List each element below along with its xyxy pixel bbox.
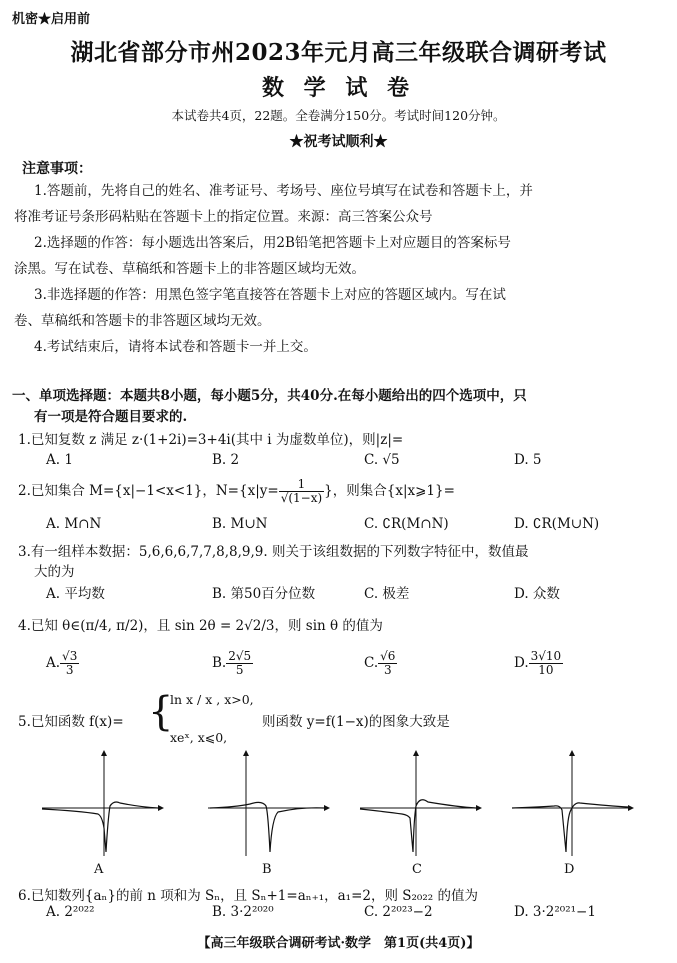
q3-option-c: C. 极差 [364,586,410,602]
graph-b [206,748,331,858]
graph-c-label: C [412,862,422,877]
q2-frac-num: 1 [279,478,324,492]
question-5-stem-b: 则函数 y=f(1−x)的图象大致是 [262,714,450,730]
q4-c-fraction [378,650,397,677]
graph-d-label: D [564,862,575,877]
q4-d-num: 3√10 [530,649,562,663]
q4-b-fraction [226,650,253,677]
q2-stem-a: 2.已知集合 M={x|−1<x<1}，N={x|y= [18,483,279,499]
q2-frac-den: √(1−x) [280,491,323,505]
question-3-stem: 3.有一组样本数据：5,6,6,6,7,7,8,8,9,9. 则关于该组数据的下列数字特征中，数值最 [18,544,529,560]
notice-line: 1.答题前，先将自己的姓名、准考证号、考场号、座位号填写在试卷和答题卡上，并 [34,183,533,199]
q3-option-d: D. 众数 [514,586,560,602]
question-6-stem: 6.已知数列{aₙ}的前 n 项和为 Sₙ，且 Sₙ+1=aₙ₊₁，a₁=2，则 S₂₀₂₂ 的值为 [18,888,478,904]
q4-option-a [46,650,79,677]
q4-d-den: 10 [538,663,554,677]
q5-case-2: xeˣ, x⩽0, [170,730,228,745]
q1-option-c: C. √5 [364,452,400,468]
notice-line: 将准考证号条形码粘贴在答题卡上的指定位置。来源：高三答案公众号 [14,209,433,225]
graph-c [358,748,483,858]
q4-option-d-letter: D. [514,655,529,671]
graph-b-label: B [262,862,272,877]
good-luck-line: ★祝考试顺利★ [289,134,388,150]
notice-line: 3.非选择题的作答：用黑色签字笔直接答在答题卡上对应的答题区域内。写在试 [34,287,506,303]
q4-option-c [364,650,397,677]
q5-case-1: ln x / x , x>0, [170,692,254,707]
q2-option-d: D. ∁R(M∪N) [514,516,600,532]
section-heading: 一、单项选择题：本题共8小题，每小题5分，共40分.在每小题给出的四个选项中，只 [12,388,527,404]
notice-line: 涂黑。写在试卷、草稿纸和答题卡上的非答题区域均无效。 [14,261,365,277]
graph-a [40,748,165,858]
confidential-label: 机密★启用前 [12,12,91,27]
q1-option-b: B. 2 [212,452,240,468]
notice-line: 卷、草稿纸和答题卡的非答题区域均无效。 [14,313,271,329]
q2-fraction [279,478,324,505]
q4-option-b-letter: B. [212,655,227,671]
q6-option-b: B. 3·2²⁰²⁰ [212,904,274,920]
section-heading-cont: 有一项是符合题目要求的. [34,409,188,425]
notice-heading: 注意事项： [22,161,92,177]
question-1-stem: 1.已知复数 z 满足 z·(1+2i)=3+4i(其中 i 为虚数单位)，则|z|= [18,432,404,448]
q6-option-d: D. 3·2²⁰²¹−1 [514,904,596,920]
q4-c-den: 3 [383,663,392,677]
q4-a-fraction [60,650,79,677]
graph-a-label: A [94,862,104,877]
q3-option-a: A. 平均数 [46,586,105,602]
exam-info: 本试卷共4页，22题。全卷满分150分。考试时间120分钟。 [171,108,506,123]
q4-c-num: √6 [380,649,396,663]
page-footer: 【高三年级联合调研考试·数学 第1页(共4页)】 [197,936,480,951]
q6-option-c: C. 2²⁰²³−2 [364,904,433,920]
q4-option-c-letter: C. [364,655,379,671]
graph-d [510,748,635,858]
q1-option-a: A. 1 [46,452,73,468]
q2-option-c: C. ∁R(M∩N) [364,516,449,532]
q1-option-d: D. 5 [514,452,542,468]
q2-option-b: B. M∪N [212,516,268,532]
q4-b-den: 5 [235,663,244,677]
q3-option-b: B. 第50百分位数 [212,586,316,602]
q4-option-d [514,650,563,677]
notice-line: 4.考试结束后，请将本试卷和答题卡一并上交。 [34,339,317,355]
question-2-stem [18,478,455,505]
exam-title: 湖北省部分市州2023年元月高三年级联合调研考试 [70,39,607,66]
q2-stem-b: }，则集合{x|x⩾1}= [324,483,455,499]
question-4-stem: 4.已知 θ∈(π/4, π/2)，且 sin 2θ = 2√2/3，则 sin θ 的值为 [18,618,383,634]
piecewise-brace: { [148,689,174,735]
question-3-stem-cont: 大的为 [34,564,75,580]
q4-b-num: 2√5 [228,649,252,663]
notice-line: 2.选择题的作答：每小题选出答案后，用2B铅笔把答题卡上对应题目的答案标号 [34,235,511,251]
q4-option-b [212,650,253,677]
q6-option-a: A. 2²⁰²² [46,904,95,920]
q4-d-fraction [529,650,564,677]
q4-a-num: √3 [62,649,78,663]
subject-title: 数 学 试 卷 [262,75,415,101]
question-5-stem-a: 5.已知函数 f(x)= [18,714,124,730]
q4-a-den: 3 [65,663,74,677]
q4-option-a-letter: A. [46,655,61,671]
q2-option-a: A. M∩N [46,516,102,532]
